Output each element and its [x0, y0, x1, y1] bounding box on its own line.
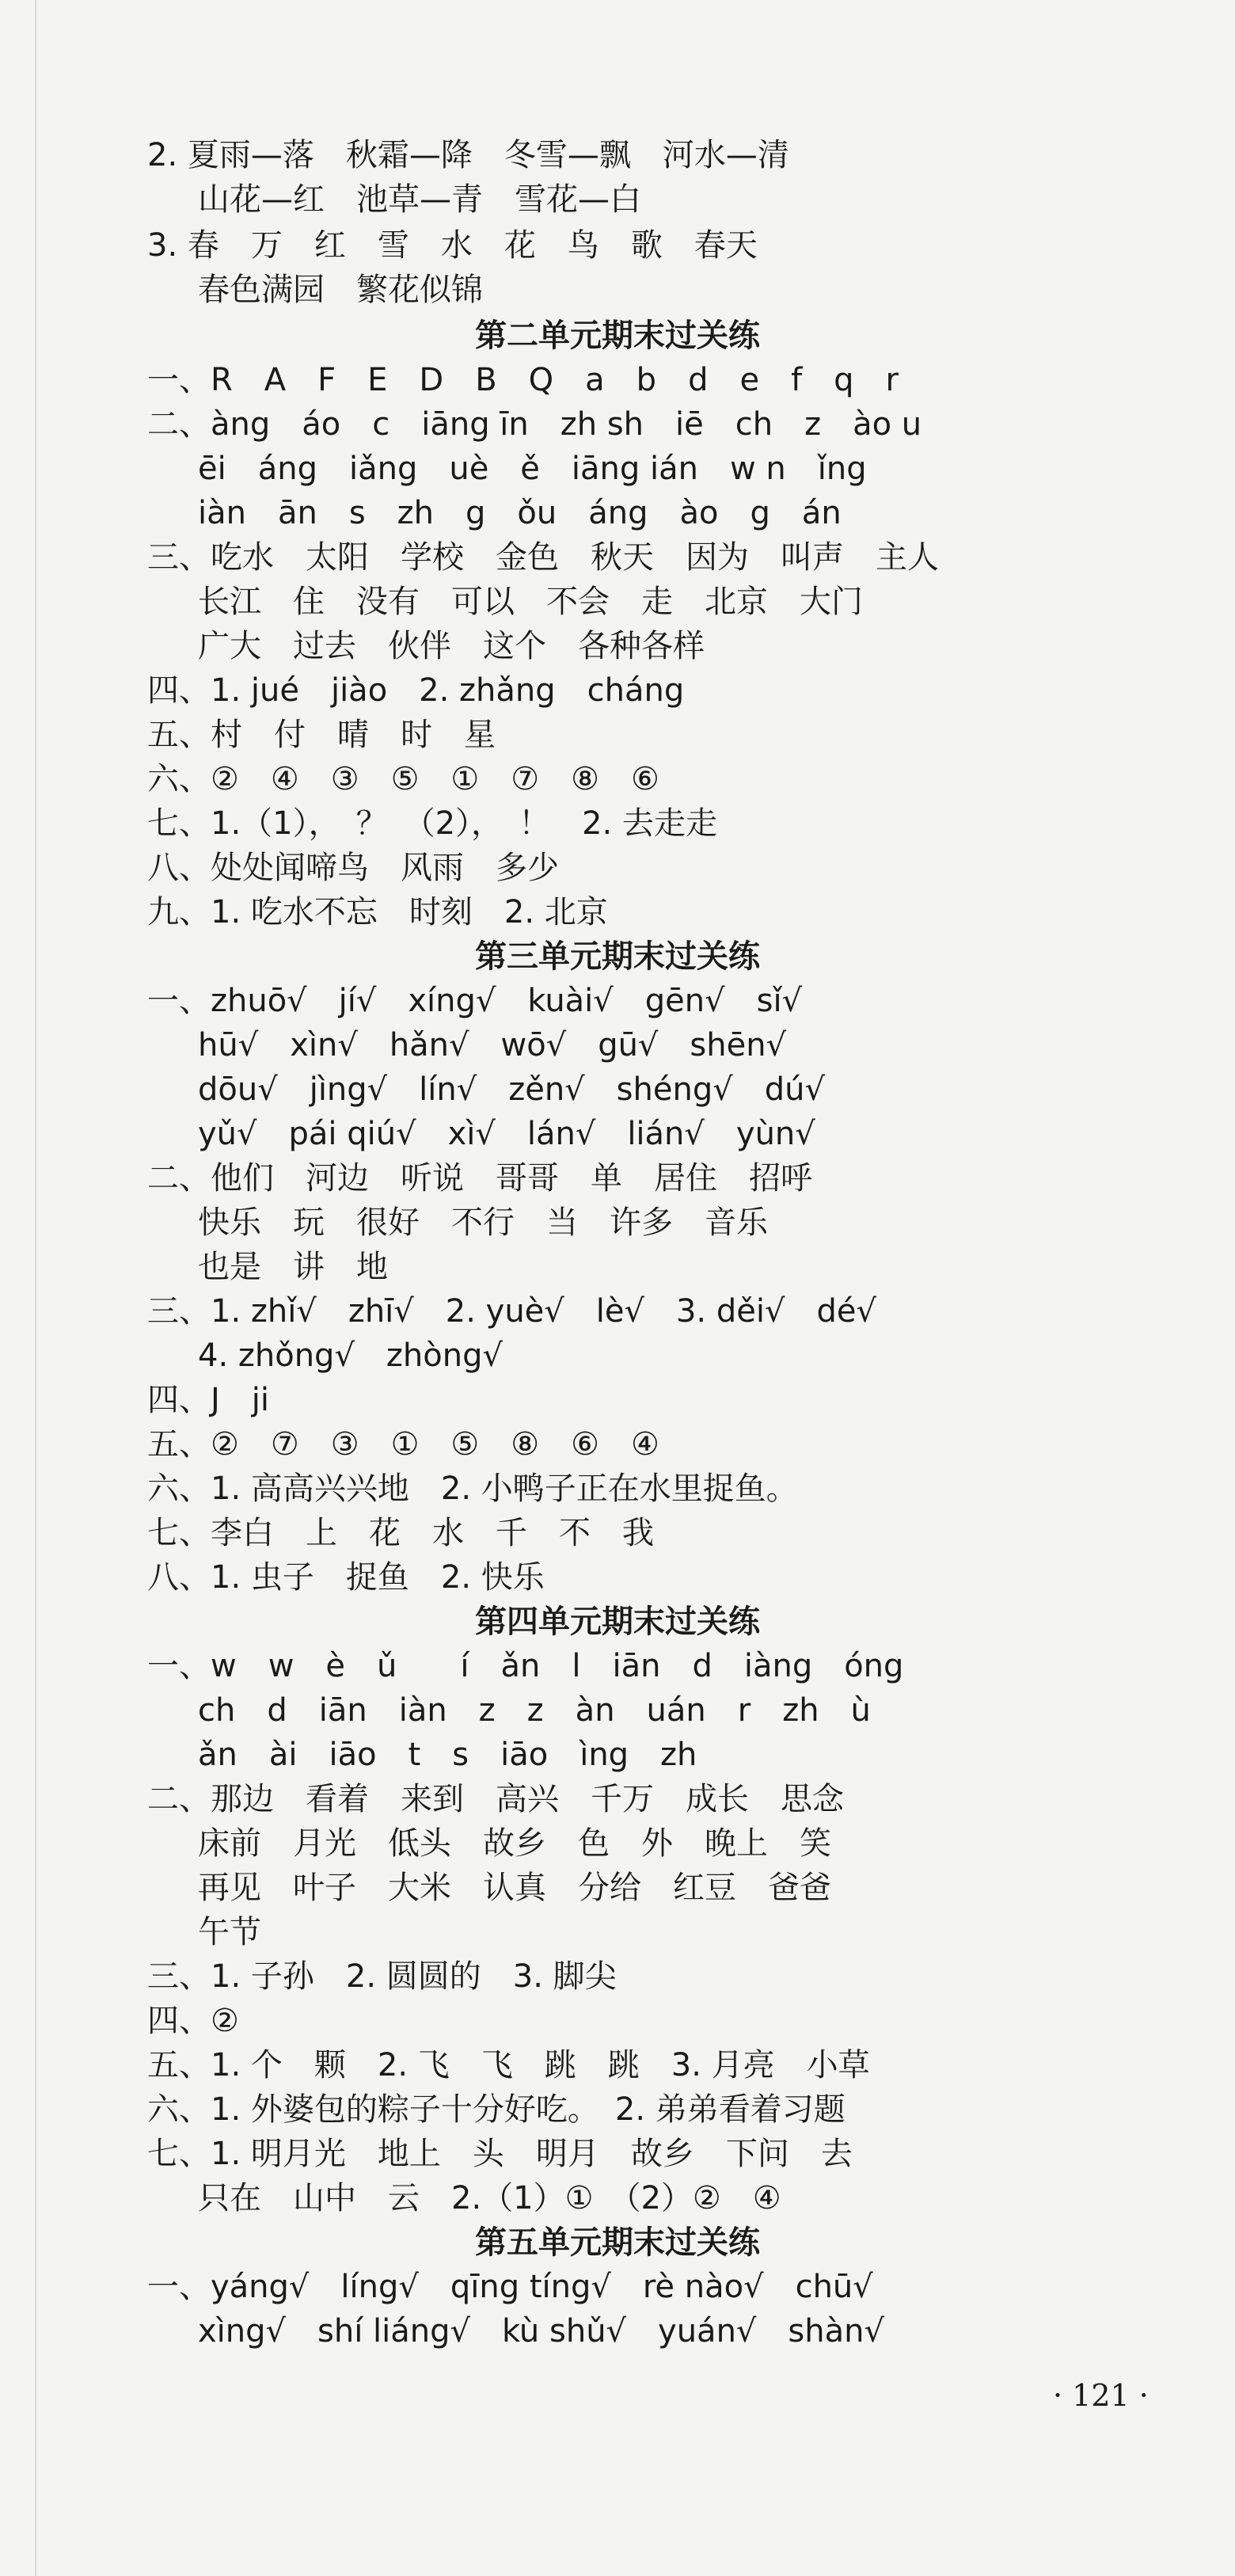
page-margin-rule [35, 0, 36, 2576]
answer-line: ch d iān iàn z z àn uán r zh ù [198, 1692, 871, 1729]
answer-line: 八、处处闻啼鸟 风雨 多少 [147, 850, 559, 886]
page-number: · 121 · [1053, 2378, 1149, 2413]
answer-line: iàn ān s zh g ǒu áng ào g án [198, 495, 842, 531]
answer-line: 午节 [198, 1914, 261, 1950]
answer-line: 二、那边 看着 来到 高兴 千万 成长 思念 [147, 1781, 844, 1817]
answer-line: 山花—红 池草—青 雪花—白 [198, 181, 641, 218]
answer-line: 长江 住 没有 可以 不会 走 北京 大门 [198, 584, 863, 620]
answer-line: 二、àng áo c iāng īn zh sh iē ch z ào u [147, 406, 922, 443]
answer-line: 也是 讲 地 [198, 1249, 388, 1285]
answer-line: 一、R A F E D B Q a b d e f q r [147, 362, 899, 398]
answer-line: 五、村 付 晴 时 星 [147, 717, 496, 753]
answer-line: 七、李白 上 花 水 千 不 我 [147, 1515, 654, 1551]
answer-line: 六、1. 高高兴兴地 2. 小鸭子正在水里捉鱼。 [147, 1471, 798, 1507]
answer-line: 七、1.（1）， ？ （2）， ！ 2. 去走走 [147, 805, 717, 842]
answer-line: 快乐 玩 很好 不行 当 许多 音乐 [198, 1204, 768, 1241]
answer-line: 春色满园 繁花似锦 [198, 272, 483, 308]
answer-line: 一、yáng√ líng√ qīng tíng√ rè nào√ chū√ [147, 2269, 873, 2305]
answer-line: 六、② ④ ③ ⑤ ① ⑦ ⑧ ⑥ [147, 761, 659, 797]
section-heading-unit-4: 第四单元期末过关练 [475, 1604, 760, 1640]
answer-line: 五、1. 个 颗 2. 飞 飞 跳 跳 3. 月亮 小草 [147, 2047, 870, 2083]
answer-line: 3. 春 万 红 雪 水 花 鸟 歌 春天 [147, 227, 758, 264]
answer-line: 广大 过去 伙伴 这个 各种各样 [198, 628, 705, 664]
answer-line: 一、zhuō√ jí√ xíng√ kuài√ gēn√ sǐ√ [147, 983, 803, 1019]
answer-line: 四、1. jué jiào 2. zhǎng cháng [147, 672, 685, 709]
answer-line: 2. 夏雨—落 秋霜—降 冬雪—飘 河水—清 [147, 137, 789, 173]
answer-line: 七、1. 明月光 地上 头 明月 故乡 下问 去 [147, 2136, 853, 2172]
section-heading-unit-2: 第二单元期末过关练 [475, 318, 760, 354]
answer-line: 四、② [147, 2003, 239, 2039]
answer-line: ēi áng iǎng uè ě iāng ián w n ǐng [198, 451, 867, 487]
section-heading-unit-3: 第三单元期末过关练 [475, 938, 760, 975]
answer-line: 六、1. 外婆包的粽子十分好吃。 2. 弟弟看着习题 [147, 2091, 846, 2128]
answer-line: 4. zhǒng√ zhòng√ [198, 1337, 503, 1374]
answer-line: 三、1. 子孙 2. 圆圆的 3. 脚尖 [147, 1958, 617, 1995]
answer-line: ǎn ài iāo t s iāo ìng zh [198, 1737, 697, 1773]
answer-line: 再见 叶子 大米 认真 分给 红豆 爸爸 [198, 1870, 831, 1906]
section-heading-unit-5: 第五单元期末过关练 [475, 2224, 760, 2261]
answer-line: 床前 月光 低头 故乡 色 外 晚上 笑 [198, 1825, 831, 1862]
answer-line: 八、1. 虫子 捉鱼 2. 快乐 [147, 1559, 545, 1596]
answer-line: yǔ√ pái qiú√ xì√ lán√ lián√ yùn√ [198, 1116, 815, 1152]
answer-line: 只在 山中 云 2.（1）① （2）② ④ [198, 2180, 781, 2216]
answer-line: 二、他们 河边 听说 哥哥 单 居住 招呼 [147, 1160, 812, 1197]
answer-line: dōu√ jìng√ lín√ zěn√ shéng√ dú√ [198, 1071, 825, 1108]
answer-line: 五、② ⑦ ③ ① ⑤ ⑧ ⑥ ④ [147, 1426, 659, 1463]
answer-line: xìng√ shí liáng√ kù shǔ√ yuán√ shàn√ [198, 2313, 884, 2350]
answer-line: 九、1. 吃水不忘 时刻 2. 北京 [147, 894, 608, 930]
answer-line: hū√ xìn√ hǎn√ wō√ gū√ shēn√ [198, 1027, 787, 1064]
answer-line: 一、w w è ǔ í ǎn l iān d iàng óng [147, 1648, 904, 1684]
answer-line: 四、J ji [147, 1382, 270, 1418]
answer-line: 三、吃水 太阳 学校 金色 秋天 因为 叫声 主人 [147, 539, 939, 576]
answer-line: 三、1. zhǐ√ zhī√ 2. yuè√ lè√ 3. děi√ dé√ [147, 1293, 876, 1330]
